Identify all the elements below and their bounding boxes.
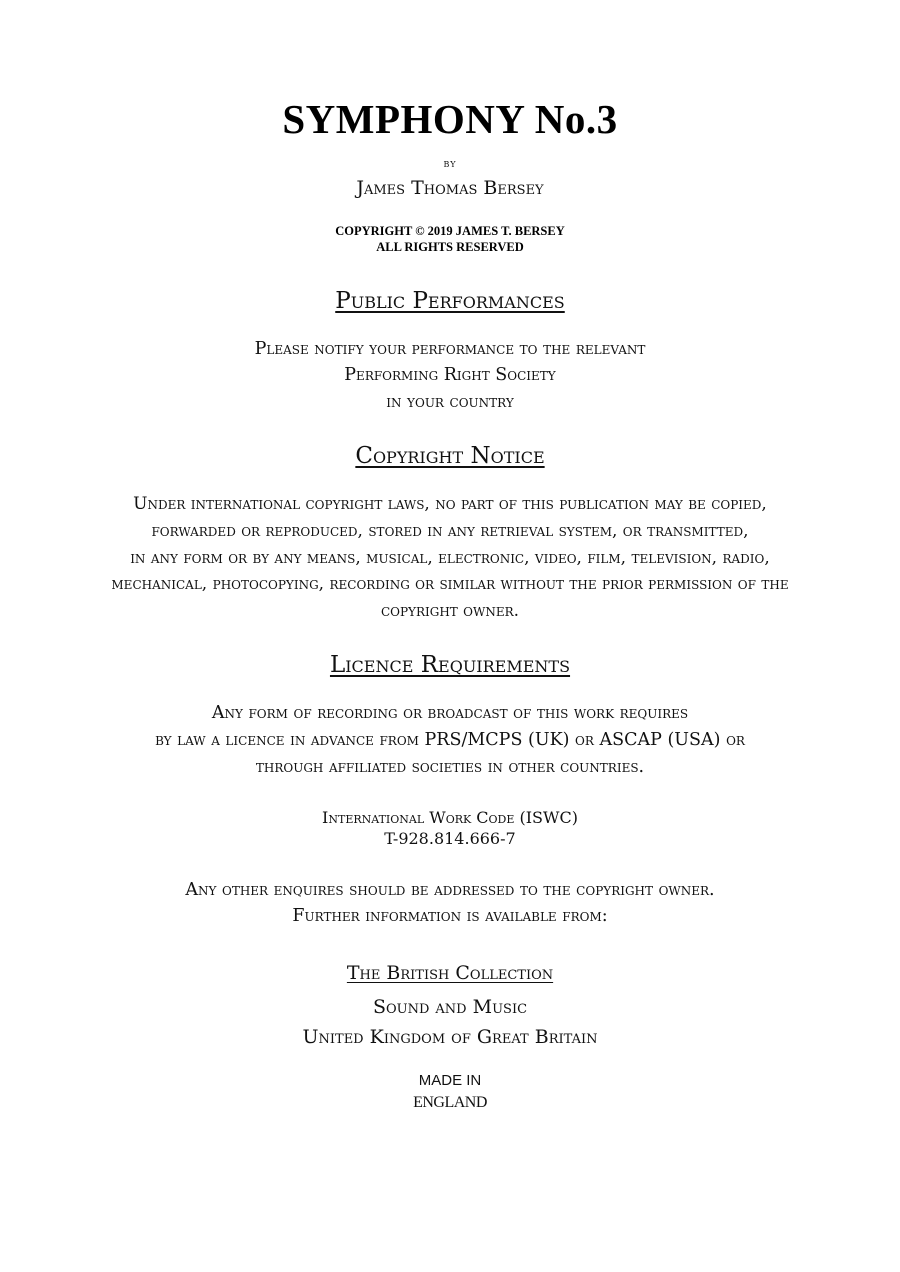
symphony-title: SYMPHONY No.3 [282,96,618,142]
public-performances-heading: Public Performances [335,288,565,314]
iswc-code: T-928.814.666-7 [384,829,516,848]
licence-requirements-heading: Licence Requirements [329,652,571,678]
public-performances-line: Performing Right Society [344,365,556,385]
made-in-label: MADE IN [418,1072,482,1089]
collection-line: United Kingdom of Great Britain [302,1026,598,1048]
copyright-notice-heading: Copyright Notice [355,443,545,469]
public-performances-line: in your country [386,392,514,412]
enquiries-line: Any other enquires should be addressed to the copyright owner. [185,880,715,900]
licence-requirements-line: through affiliated societies in other countries. [255,757,645,777]
composer-name: James Thomas Bersey [356,177,544,199]
rights-reserved-line: ALL RIGHTS RESERVED [376,240,524,254]
copyright-line: COPYRIGHT © 2019 JAMES T. BERSEY [335,224,565,238]
collection-line: Sound and Music [372,996,528,1018]
iswc-label: International Work Code (ISWC) [322,808,578,827]
copyright-notice-line: copyright owner. [380,601,520,621]
copyright-notice-line: forwarded or reproduced, stored in any retrieval system, or transmitted, [151,521,749,541]
licence-requirements-line: by law a licence in advance from PRS/MCPS (UK) or ASCAP (USA) or [155,730,745,750]
copyright-notice-line: mechanical, photocopying, recording or similar without the prior permission of the [111,574,789,594]
public-performances-line: Please notify your performance to the relevant [254,339,646,359]
by-label: by [443,157,457,170]
copyright-notice-line: in any form or by any means, musical, electronic, video, film, television, radio, [130,548,770,568]
enquiries-line: Further information is available from: [292,906,608,926]
collection-heading: The British Collection [346,962,554,984]
licence-requirements-line: Any form of recording or broadcast of this work requires [211,703,689,723]
made-in-country: ENGLAND [413,1094,487,1111]
copyright-notice-line: Under international copyright laws, no part of this publication may be copied, [133,494,767,514]
